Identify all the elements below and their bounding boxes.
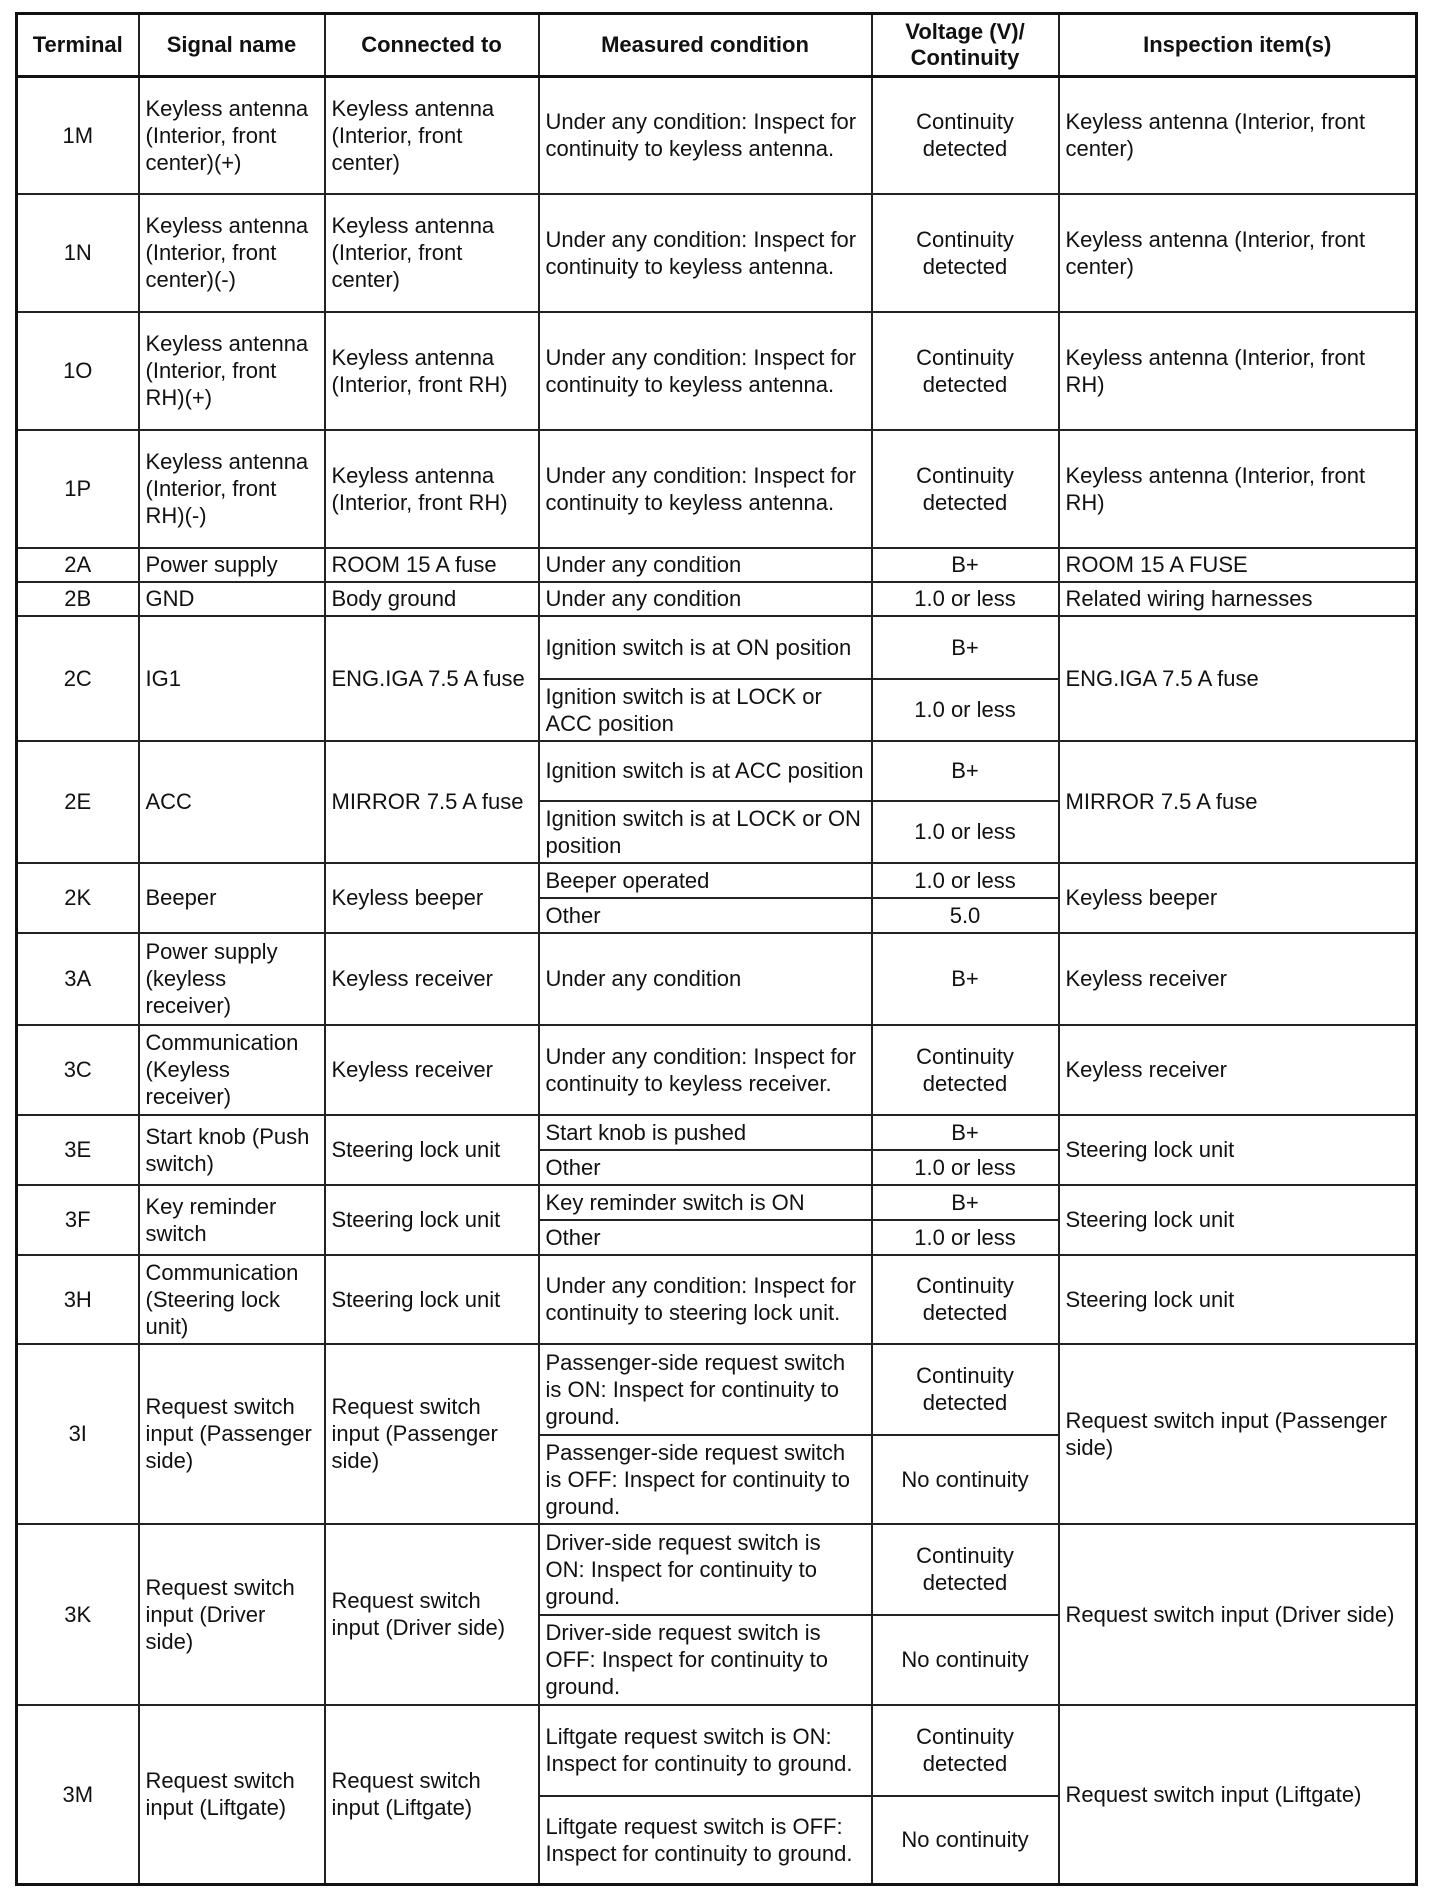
measured-condition-cell: Under any condition: [539, 933, 872, 1025]
connected-to-cell: Steering lock unit: [325, 1255, 539, 1344]
inspection-item-cell: Request switch input (Passenger side): [1059, 1344, 1417, 1524]
table-row: [17, 616, 1417, 679]
terminal-cell: 3H: [17, 1255, 139, 1344]
voltage-continuity-cell: Continuity detected: [872, 77, 1059, 194]
measured-condition-cell: Passenger-side request switch is ON: Inspect for continuity to ground.: [539, 1344, 872, 1435]
table-row: [17, 430, 1417, 548]
measured-condition-cell: Under any condition: Inspect for continuity to keyless antenna.: [539, 430, 872, 548]
measured-condition-cell: Beeper operated: [539, 863, 872, 898]
connected-to-cell: ENG.IGA 7.5 A fuse: [325, 616, 539, 741]
signal-name-cell: Communication (Keyless receiver): [139, 1025, 325, 1115]
voltage-continuity-cell: Continuity detected: [872, 1025, 1059, 1115]
inspection-item-cell: Keyless antenna (Interior, front RH): [1059, 430, 1417, 548]
voltage-continuity-cell: 1.0 or less: [872, 582, 1059, 616]
connected-to-cell: Keyless antenna (Interior, front RH): [325, 312, 539, 430]
terminal-cell: 1M: [17, 77, 139, 194]
signal-name-cell: Beeper: [139, 863, 325, 933]
connected-to-cell: Keyless antenna (Interior, front center): [325, 194, 539, 312]
measured-condition-cell: Liftgate request switch is OFF: Inspect for continuity to ground.: [539, 1796, 872, 1885]
table-row: [17, 548, 1417, 582]
inspection-item-cell: Request switch input (Driver side): [1059, 1524, 1417, 1705]
terminal-cell: 3C: [17, 1025, 139, 1115]
terminal-cell: 3E: [17, 1115, 139, 1185]
measured-condition-cell: Under any condition: Inspect for continuity to keyless receiver.: [539, 1025, 872, 1115]
voltage-continuity-cell: 1.0 or less: [872, 863, 1059, 898]
voltage-continuity-cell: Continuity detected: [872, 1255, 1059, 1344]
inspection-item-cell: Steering lock unit: [1059, 1255, 1417, 1344]
inspection-item-cell: ENG.IGA 7.5 A fuse: [1059, 616, 1417, 741]
voltage-continuity-cell: Continuity detected: [872, 312, 1059, 430]
terminal-cell: 1P: [17, 430, 139, 548]
terminal-cell: 2A: [17, 548, 139, 582]
connected-to-cell: Steering lock unit: [325, 1185, 539, 1255]
signal-name-cell: ACC: [139, 741, 325, 863]
voltage-continuity-cell: Continuity detected: [872, 194, 1059, 312]
table-row: [17, 1115, 1417, 1150]
header-signal-name: Signal name: [139, 14, 325, 77]
voltage-continuity-cell: No continuity: [872, 1796, 1059, 1885]
table-row: [17, 1255, 1417, 1344]
measured-condition-cell: Driver-side request switch is OFF: Inspect for continuity to ground.: [539, 1615, 872, 1705]
signal-name-cell: Start knob (Push switch): [139, 1115, 325, 1185]
inspection-item-cell: Request switch input (Liftgate): [1059, 1705, 1417, 1885]
measured-condition-cell: Other: [539, 898, 872, 933]
connected-to-cell: Keyless receiver: [325, 1025, 539, 1115]
table-row: [17, 582, 1417, 616]
inspection-item-cell: Keyless antenna (Interior, front RH): [1059, 312, 1417, 430]
inspection-item-cell: MIRROR 7.5 A fuse: [1059, 741, 1417, 863]
signal-name-cell: Power supply (keyless receiver): [139, 933, 325, 1025]
inspection-item-cell: ROOM 15 A FUSE: [1059, 548, 1417, 582]
measured-condition-cell: Start knob is pushed: [539, 1115, 872, 1150]
terminal-cell: 1O: [17, 312, 139, 430]
header-row: [17, 14, 1417, 77]
connected-to-cell: Keyless antenna (Interior, front center): [325, 77, 539, 194]
voltage-continuity-cell: B+: [872, 1115, 1059, 1150]
measured-condition-cell: Ignition switch is at ACC position: [539, 741, 872, 801]
terminal-cell: 3F: [17, 1185, 139, 1255]
header-voltage-continuity: Voltage (V)/ Continuity: [872, 14, 1059, 77]
voltage-continuity-cell: Continuity detected: [872, 1344, 1059, 1435]
table-row: [17, 1025, 1417, 1115]
header-terminal: Terminal: [17, 14, 139, 77]
connected-to-cell: Keyless receiver: [325, 933, 539, 1025]
measured-condition-cell: Ignition switch is at ON position: [539, 616, 872, 679]
signal-name-cell: Request switch input (Passenger side): [139, 1344, 325, 1524]
measured-condition-cell: Other: [539, 1220, 872, 1255]
signal-name-cell: Key reminder switch: [139, 1185, 325, 1255]
connected-to-cell: Request switch input (Passenger side): [325, 1344, 539, 1524]
connected-to-cell: Keyless antenna (Interior, front RH): [325, 430, 539, 548]
voltage-continuity-cell: B+: [872, 548, 1059, 582]
measured-condition-cell: Under any condition: Inspect for continuity to keyless antenna.: [539, 312, 872, 430]
measured-condition-cell: Driver-side request switch is ON: Inspect for continuity to ground.: [539, 1524, 872, 1615]
voltage-continuity-cell: B+: [872, 1185, 1059, 1220]
signal-name-cell: Communication (Steering lock unit): [139, 1255, 325, 1344]
signal-name-cell: Request switch input (Liftgate): [139, 1705, 325, 1885]
connected-to-cell: MIRROR 7.5 A fuse: [325, 741, 539, 863]
signal-name-cell: Request switch input (Driver side): [139, 1524, 325, 1705]
measured-condition-cell: Other: [539, 1150, 872, 1185]
terminal-inspection-table: [15, 12, 1418, 1886]
table-row: [17, 1524, 1417, 1615]
measured-condition-cell: Under any condition: Inspect for continuity to steering lock unit.: [539, 1255, 872, 1344]
voltage-continuity-cell: 1.0 or less: [872, 1150, 1059, 1185]
voltage-continuity-cell: No continuity: [872, 1435, 1059, 1524]
terminal-cell: 3K: [17, 1524, 139, 1705]
connected-to-cell: Request switch input (Liftgate): [325, 1705, 539, 1885]
signal-name-cell: Keyless antenna (Interior, front RH)(-): [139, 430, 325, 548]
signal-name-cell: Keyless antenna (Interior, front center)(-): [139, 194, 325, 312]
signal-name-cell: IG1: [139, 616, 325, 741]
measured-condition-cell: Under any condition: [539, 548, 872, 582]
terminal-cell: 1N: [17, 194, 139, 312]
voltage-continuity-cell: Continuity detected: [872, 1705, 1059, 1796]
measured-condition-cell: Under any condition: Inspect for continuity to keyless antenna.: [539, 77, 872, 194]
measured-condition-cell: Ignition switch is at LOCK or ACC position: [539, 679, 872, 741]
table-row: [17, 863, 1417, 898]
voltage-continuity-cell: No continuity: [872, 1615, 1059, 1705]
inspection-item-cell: Keyless antenna (Interior, front center): [1059, 194, 1417, 312]
inspection-item-cell: Related wiring harnesses: [1059, 582, 1417, 616]
header-measured-condition: Measured condition: [539, 14, 872, 77]
table-row: [17, 77, 1417, 194]
measured-condition-cell: Under any condition: [539, 582, 872, 616]
connected-to-cell: ROOM 15 A fuse: [325, 548, 539, 582]
table-row: [17, 741, 1417, 801]
inspection-item-cell: Steering lock unit: [1059, 1115, 1417, 1185]
terminal-cell: 3I: [17, 1344, 139, 1524]
header-inspection-items: Inspection item(s): [1059, 14, 1417, 77]
header-connected-to: Connected to: [325, 14, 539, 77]
terminal-cell: 2C: [17, 616, 139, 741]
terminal-cell: 2K: [17, 863, 139, 933]
voltage-continuity-cell: Continuity detected: [872, 430, 1059, 548]
inspection-item-cell: Keyless receiver: [1059, 1025, 1417, 1115]
voltage-continuity-cell: 1.0 or less: [872, 679, 1059, 741]
voltage-continuity-cell: 1.0 or less: [872, 1220, 1059, 1255]
signal-name-cell: GND: [139, 582, 325, 616]
voltage-continuity-cell: 5.0: [872, 898, 1059, 933]
inspection-item-cell: Keyless receiver: [1059, 933, 1417, 1025]
connected-to-cell: Body ground: [325, 582, 539, 616]
inspection-item-cell: Keyless antenna (Interior, front center): [1059, 77, 1417, 194]
signal-name-cell: Keyless antenna (Interior, front center)(+): [139, 77, 325, 194]
terminal-cell: 2E: [17, 741, 139, 863]
table-row: [17, 312, 1417, 430]
measured-condition-cell: Ignition switch is at LOCK or ON position: [539, 801, 872, 863]
terminal-cell: 2B: [17, 582, 139, 616]
measured-condition-cell: Key reminder switch is ON: [539, 1185, 872, 1220]
voltage-continuity-cell: B+: [872, 616, 1059, 679]
signal-name-cell: Power supply: [139, 548, 325, 582]
connected-to-cell: Keyless beeper: [325, 863, 539, 933]
signal-name-cell: Keyless antenna (Interior, front RH)(+): [139, 312, 325, 430]
table-row: [17, 194, 1417, 312]
measured-condition-cell: Under any condition: Inspect for continuity to keyless antenna.: [539, 194, 872, 312]
voltage-continuity-cell: 1.0 or less: [872, 801, 1059, 863]
connected-to-cell: Steering lock unit: [325, 1115, 539, 1185]
voltage-continuity-cell: B+: [872, 933, 1059, 1025]
table-row: [17, 1185, 1417, 1220]
voltage-continuity-cell: B+: [872, 741, 1059, 801]
table-row: [17, 1344, 1417, 1435]
inspection-item-cell: Steering lock unit: [1059, 1185, 1417, 1255]
measured-condition-cell: Liftgate request switch is ON: Inspect for continuity to ground.: [539, 1705, 872, 1796]
table-row: [17, 1705, 1417, 1796]
measured-condition-cell: Passenger-side request switch is OFF: Inspect for continuity to ground.: [539, 1435, 872, 1524]
terminal-cell: 3M: [17, 1705, 139, 1885]
voltage-continuity-cell: Continuity detected: [872, 1524, 1059, 1615]
terminal-cell: 3A: [17, 933, 139, 1025]
table-row: [17, 933, 1417, 1025]
connected-to-cell: Request switch input (Driver side): [325, 1524, 539, 1705]
inspection-item-cell: Keyless beeper: [1059, 863, 1417, 933]
